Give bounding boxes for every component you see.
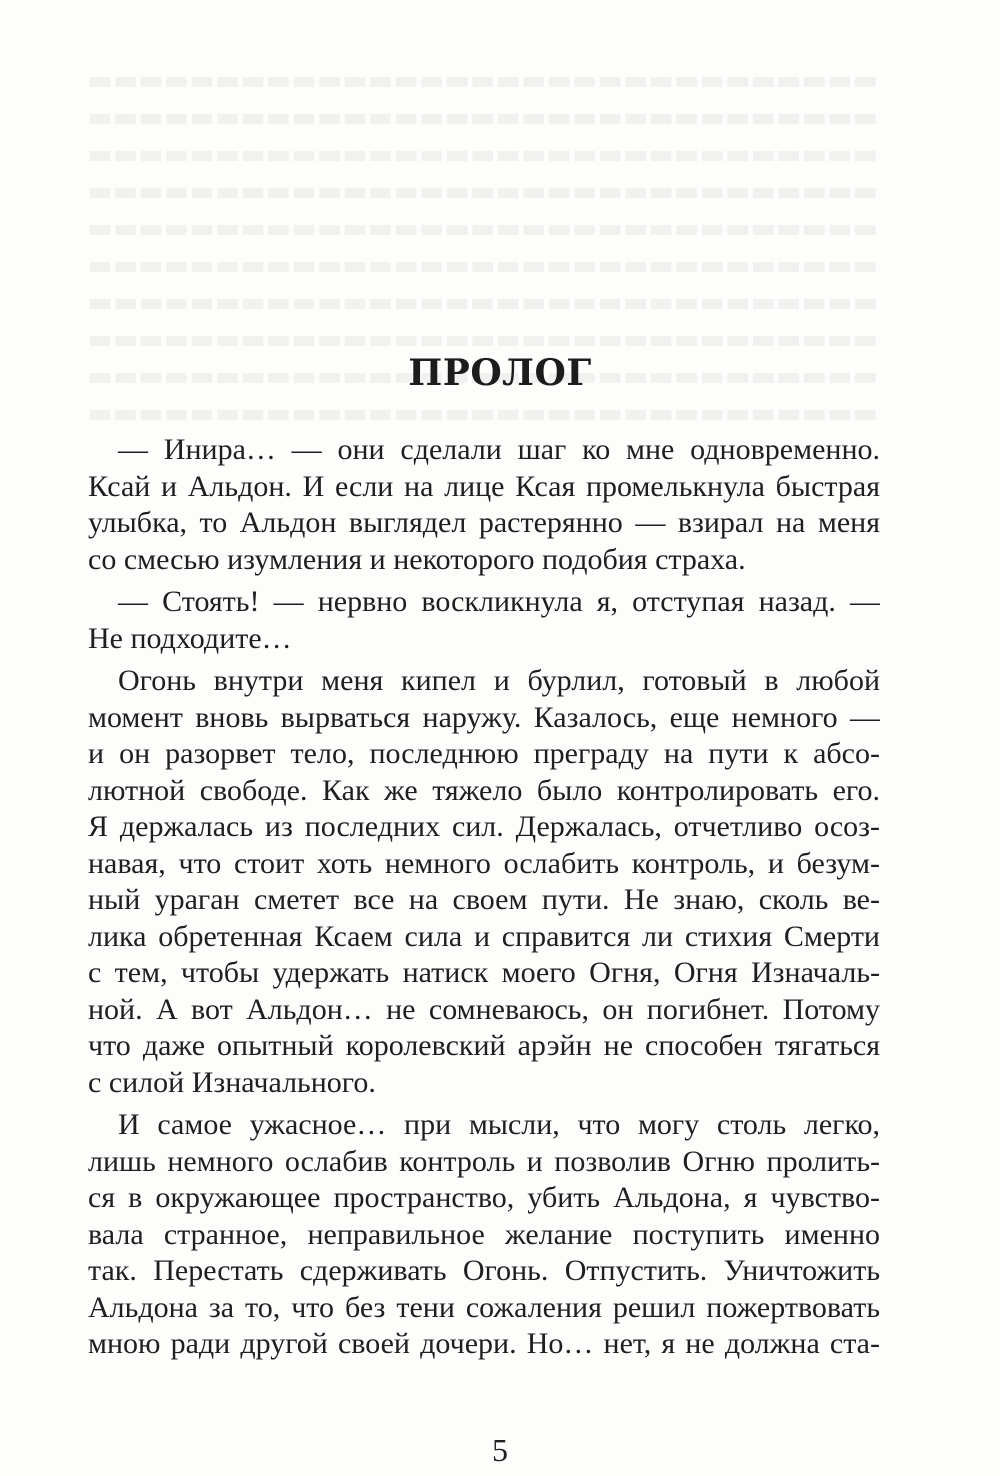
text-line: Альдона за то, что без тени сожаления решил пожертвовать [88,1290,880,1324]
text-line: И самое ужасное… при мысли, что могу столь легко, [118,1108,880,1141]
text-line: Я держалась из последних сил. Держалась, отчетливо осоз- [88,810,880,843]
chapter-body [88,432,880,1369]
chapter-heading: ПРОЛОГ [408,352,592,394]
text-line: со смесью изумления и некоторого подобия страха. [88,542,746,576]
text-line: улыбка, то Альдон выглядел растерянно — взирал на меня [88,506,880,539]
text-line: и он разорвет тело, последнюю преграду на пути к абсо- [88,737,880,770]
paragraph [88,663,880,1101]
text-line: лютной свободе. Как же тяжело было контролировать его. [88,773,880,807]
text-line: лишь немного ослабив контроль и позволив Огню пролить- [88,1144,880,1178]
text-line: ный ураган сметет все на своем пути. Не знаю, сколь ве- [88,883,880,916]
text-line: мною ради другой своей дочери. Но… нет, я не должна ста- [88,1327,880,1360]
text-line: ной. А вот Альдон… не сомневаюсь, он погибнет. Потому [88,992,880,1026]
page-number: 5 [492,1432,508,1468]
text-line: Ксай и Альдон. И если на лице Ксая промелькнула быстрая [88,469,880,503]
text-line: Огонь внутри меня кипел и бурлил, готовый в любой [118,664,880,697]
text-line: момент вновь вырваться наружу. Казалось, еще немного — [88,700,880,734]
text-line: что даже опытный королевский арэйн не способен тягаться [88,1029,880,1062]
paragraph [88,432,880,578]
text-line: — Инира… — они сделали шаг ко мне одновременно. [118,433,880,466]
text-line: — Стоять! — нервно воскликнула я, отступая назад. — [118,585,880,618]
text-line: навая, что стоит хоть немного ослабить контроль, и безум- [88,846,880,880]
paragraph [88,1107,880,1363]
text-line: с тем, чтобы удержать натиск моего Огня, Огня Изначаль- [88,956,880,989]
text-line: вала странное, неправильное желание поступить именно [88,1217,880,1251]
text-line: лика обретенная Ксаем сила и справится ли стихия Смерти [88,919,880,953]
text-line: так. Перестать сдерживать Огонь. Отпустить. Уничтожить [88,1254,880,1287]
text-line: ся в окружающее пространство, убить Альдона, я чувство- [88,1181,880,1214]
text-line: Не подходите… [88,621,292,655]
text-line: с силой Изначального. [88,1065,376,1099]
paragraph [88,584,880,657]
